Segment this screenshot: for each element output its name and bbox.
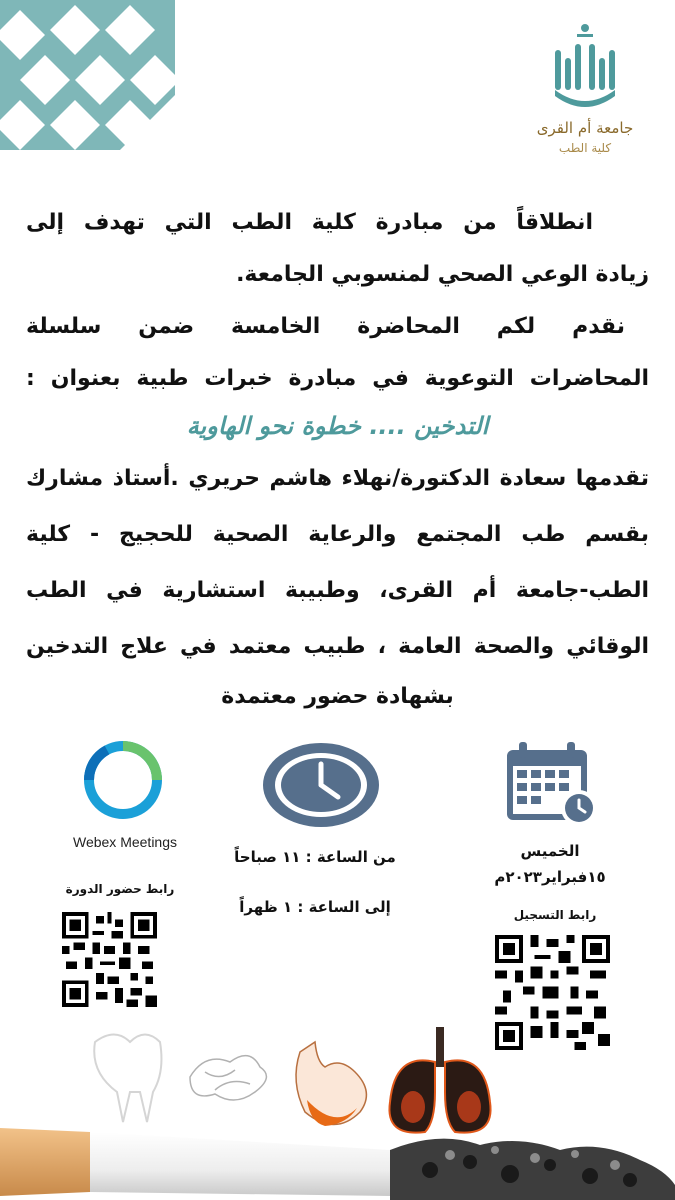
intro-line-4: المحاضرات التوعوية في مبادرة خبرات طبية بعنوان : xyxy=(26,366,649,391)
time-to: إلى الساعة : ١ ظهراً xyxy=(239,898,391,916)
university-name: جامعة أم القرى xyxy=(536,119,634,137)
brain-vessels-icon xyxy=(190,1056,266,1100)
clock-icon xyxy=(262,742,380,828)
registration-qr-code[interactable] xyxy=(495,935,610,1050)
event-date: ١٥فبراير٢٠٢٣م xyxy=(494,868,606,886)
course-qr-code[interactable] xyxy=(62,912,157,1007)
university-emblem-icon xyxy=(550,20,620,115)
faculty-name: كلية الطب xyxy=(558,141,612,155)
presenter-line-2: بقسم طب المجتمع والرعاية الصحية للحجيج - كلية xyxy=(26,522,649,547)
lecture-title: التدخين .... خطوة نحو الهاوية xyxy=(186,412,489,440)
tooth-icon xyxy=(94,1035,161,1123)
intro-line-1: انطلاقاً من مبادرة كلية الطب التي تهدف إلى xyxy=(26,210,593,235)
presenter-line-3: الطب-جامعة أم القرى، وطبيبة استشارية في الطب xyxy=(26,578,649,603)
decorative-lattice xyxy=(0,0,175,150)
course-link-label: رابط حضور الدورة xyxy=(65,882,175,896)
university-logo xyxy=(515,20,655,170)
presenter-line-4: الوقائي والصحة العامة ، طبيب معتمد في علاج التدخين xyxy=(26,634,649,659)
webex-label: Webex Meetings xyxy=(72,834,177,850)
calendar-icon xyxy=(505,740,601,830)
event-day: الخميس xyxy=(520,842,580,860)
intro-line-3: نقدم لكم المحاضرة الخامسة ضمن سلسلة xyxy=(26,314,625,339)
presenter-line-5: بشهادة حضور معتمدة xyxy=(221,684,454,709)
webex-logo-icon xyxy=(83,740,163,820)
registration-link-label: رابط التسجيل xyxy=(513,908,597,922)
intro-line-2: زيادة الوعي الصحي لمنسوبي الجامعة. xyxy=(236,262,649,287)
cigarette-illustration xyxy=(0,1110,675,1200)
presenter-line-1: تقدمها سعادة الدكتورة/نهلاء هاشم حريري .أستاذ مشارك xyxy=(26,466,649,491)
time-from: من الساعة : ١١ صباحاً xyxy=(234,848,396,866)
